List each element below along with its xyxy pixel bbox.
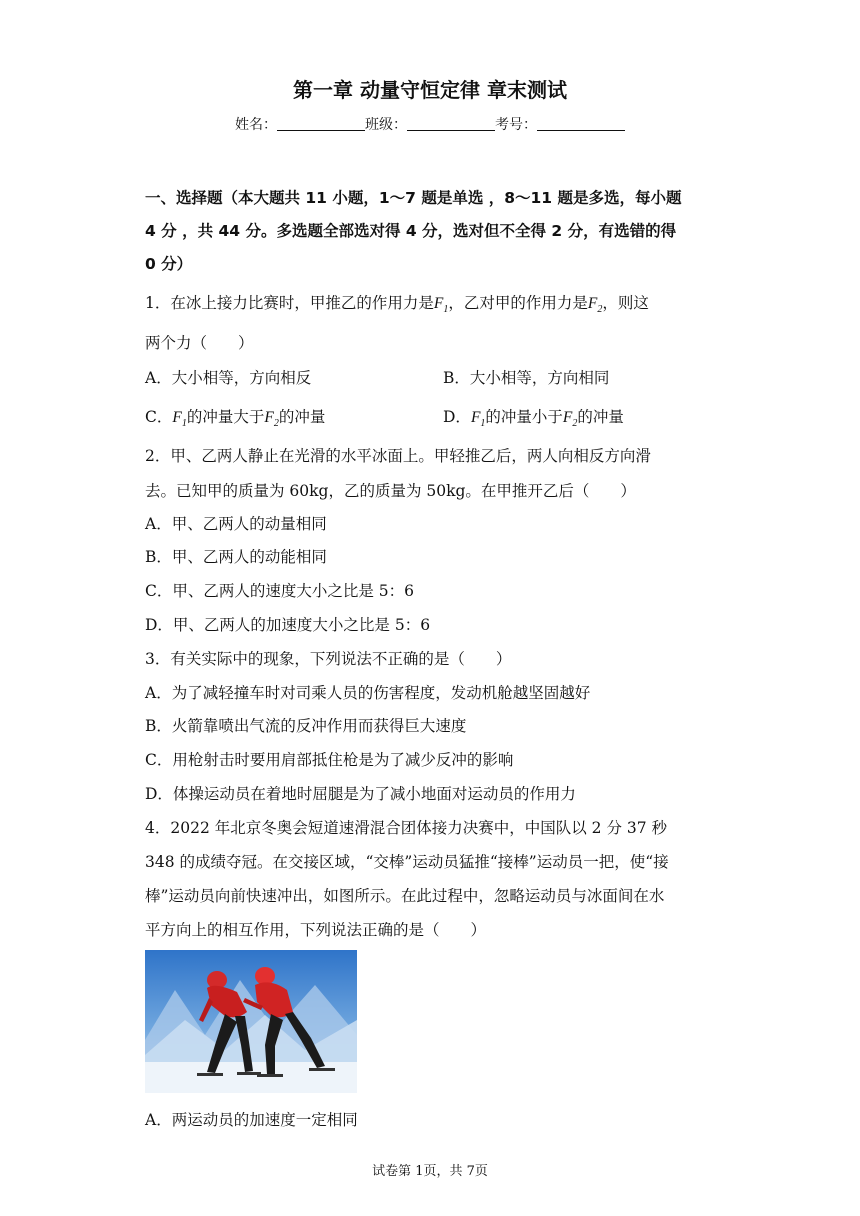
f1-symbol: $F_1$ bbox=[433, 295, 449, 316]
q3-option-b: B．火箭靠喷出气流的反冲作用而获得巨大速度 bbox=[145, 717, 467, 735]
q1-option-c: C．$F_1$的冲量大于$F_2$的冲量 bbox=[145, 408, 326, 430]
class-label: 班级： bbox=[365, 117, 407, 133]
q2-stem-line2: 去。已知甲的质量为 60kg，乙的质量为 50kg。在甲推开乙后（ ） bbox=[145, 482, 636, 500]
page-footer: 试卷第 1页，共 7页 bbox=[372, 1164, 488, 1179]
q4-stem-line4: 平方向上的相互作用，下列说法正确的是（ ） bbox=[145, 921, 487, 939]
q4-stem-line1: 4．2022 年北京冬奥会短道速滑混合团体接力决赛中，中国队以 2 分 37 秒 bbox=[145, 819, 668, 837]
q2-option-c: C．甲、乙两人的速度大小之比是 5：6 bbox=[145, 582, 415, 600]
name-label: 姓名： bbox=[235, 117, 277, 133]
q4-option-a: A．两运动员的加速度一定相同 bbox=[145, 1111, 358, 1129]
q4-stem-line2: 348 的成绩夺冠。在交接区域，“交棒”运动员猛推“接棒”运动员一把，使“接 bbox=[145, 853, 669, 871]
q1-stem-line2: 两个力（ ） bbox=[145, 334, 254, 352]
section-heading-line1: 一、选择题（本大题共 11 小题，1～7 题是单选 ，8～11 题是多选，每小题 bbox=[145, 189, 682, 207]
q2-stem-line1: 2．甲、乙两人静止在光滑的水平冰面上。甲轻推乙后，两人向相反方向滑 bbox=[145, 447, 651, 465]
section-heading-line2: 4 分 ，共 44 分。多选题全部选对得 4 分，选对但不全得 2 分，有选错的得 bbox=[145, 222, 677, 240]
f2-symbol: $F_2$ bbox=[587, 295, 603, 316]
q4-stem-line3: 棒”运动员向前快速冲出，如图所示。在此过程中，忽略运动员与冰面间在水 bbox=[145, 887, 665, 905]
q1-option-b: B．大小相等，方向相同 bbox=[443, 369, 610, 387]
q2-option-a: A．甲、乙两人的动量相同 bbox=[145, 515, 327, 533]
f2-symbol: $F_2$ bbox=[562, 409, 578, 430]
q2-option-d: D．甲、乙两人的加速度大小之比是 5：6 bbox=[145, 616, 431, 634]
speed-skating-photo bbox=[145, 950, 357, 1093]
name-blank[interactable] bbox=[277, 116, 365, 131]
q1-stem-text-a: 1．在冰上接力比赛时，甲推乙的作用力是 bbox=[145, 294, 434, 312]
section-heading-line3: 0 分） bbox=[145, 255, 193, 273]
q3-option-c: C．用枪射击时要用肩部抵住枪是为了减少反冲的影响 bbox=[145, 751, 514, 769]
page-title: 第一章 动量守恒定律 章末测试 bbox=[293, 78, 567, 102]
q2-option-b: B．甲、乙两人的动能相同 bbox=[145, 548, 327, 566]
student-info-line bbox=[0, 114, 860, 134]
q3-option-d: D．体操运动员在着地时屈腿是为了减小地面对运动员的作用力 bbox=[145, 785, 576, 803]
q1-option-d: D．$F_1$的冲量小于$F_2$的冲量 bbox=[443, 408, 624, 430]
exam-no-blank[interactable] bbox=[537, 116, 625, 131]
q1-option-a: A．大小相等，方向相反 bbox=[145, 369, 312, 387]
f2-symbol: $F_2$ bbox=[264, 409, 279, 430]
q1-stem-line1 bbox=[145, 291, 649, 315]
q3-stem: 3．有关实际中的现象，下列说法不正确的是（ ） bbox=[145, 650, 512, 668]
class-blank[interactable] bbox=[407, 116, 495, 131]
exam-no-label: 考号： bbox=[495, 117, 537, 133]
f1-symbol: $F_1$ bbox=[172, 409, 187, 430]
q1-stem-text-b: ，乙对甲的作用力是 bbox=[448, 294, 588, 312]
q3-option-a: A．为了减轻撞车时对司乘人员的伤害程度，发动机舱越坚固越好 bbox=[145, 684, 591, 702]
q1-stem-text-c: ，则这 bbox=[602, 294, 649, 312]
f1-symbol: $F_1$ bbox=[470, 409, 486, 430]
